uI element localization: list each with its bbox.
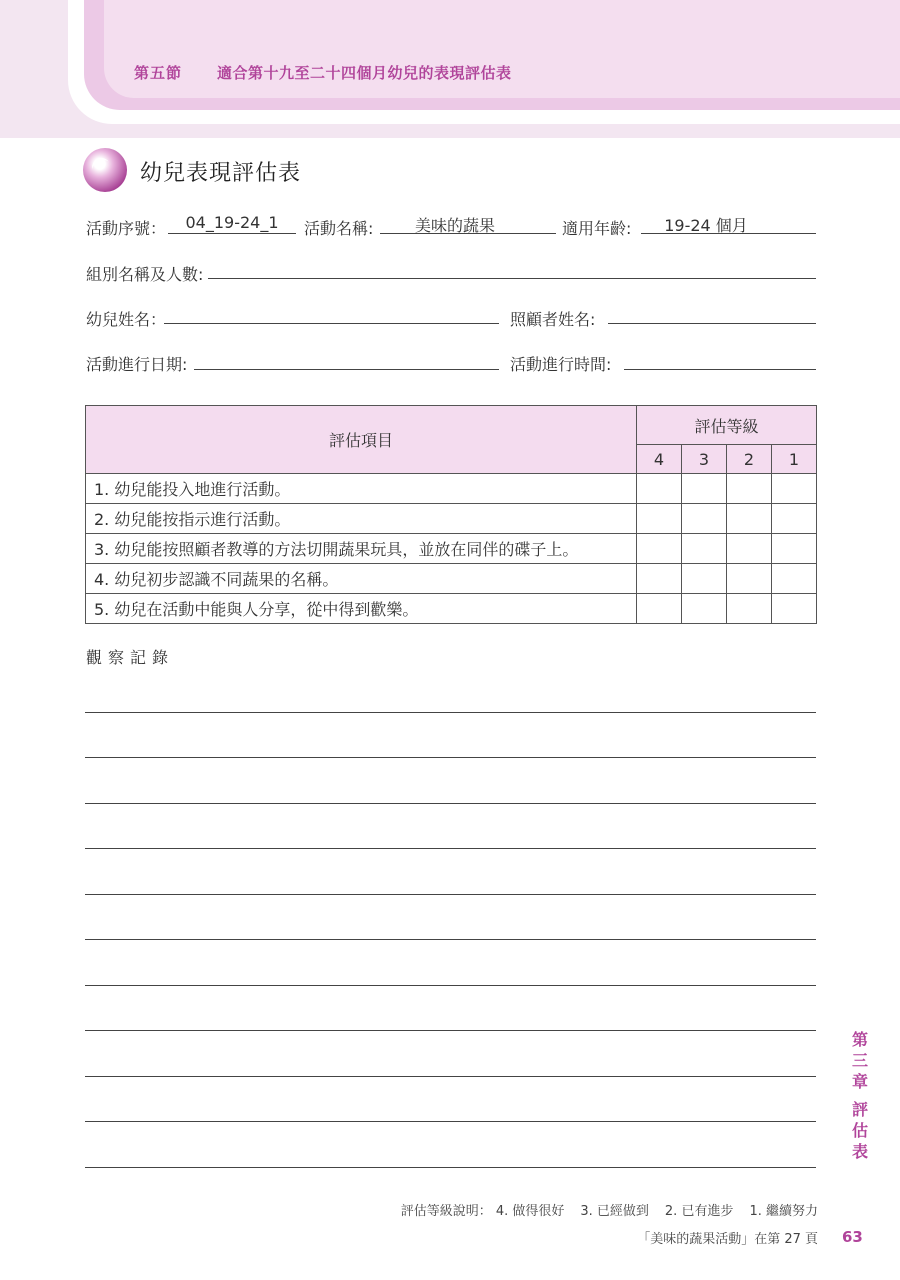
observation-line[interactable] [85,1167,816,1168]
rating-cell[interactable] [727,504,772,534]
rating-cell[interactable] [637,474,682,504]
rating-cell[interactable] [682,564,727,594]
level-3-header: 3 [682,445,727,474]
group-line[interactable] [208,278,816,279]
date-label: 活動進行日期: [86,355,188,374]
rating-cell[interactable] [637,534,682,564]
rating-cell[interactable] [772,594,817,624]
age-value: 19-24 個月 [664,216,748,235]
observation-title: 觀察記錄 [86,648,175,667]
observation-line[interactable] [85,1030,816,1031]
item-header: 評估項目 [86,406,637,474]
table-row [86,474,817,504]
evaluation-table [85,405,817,624]
page-title: 幼兒表現評估表 [140,161,302,186]
item-text: 3. 幼兒能按照顧者教導的方法切開蔬果玩具，並放在同伴的碟子上。 [86,534,637,564]
rating-cell[interactable] [682,504,727,534]
legend-label: 評估等級說明： [400,1204,492,1219]
page-reference: 「美味的蔬果活動」在第 27 頁 [637,1232,818,1247]
observation-line[interactable] [85,848,816,849]
table-row [86,504,817,534]
section-label: 第五節 [134,64,183,82]
observation-line[interactable] [85,1121,816,1122]
observation-line[interactable] [85,1076,816,1077]
rating-legend [401,1200,818,1219]
rating-cell[interactable] [772,504,817,534]
observation-line[interactable] [85,939,816,940]
observation-line[interactable] [85,712,816,713]
observation-line[interactable] [85,803,816,804]
observation-line[interactable] [85,985,816,986]
caregiver-line[interactable] [608,323,816,324]
rating-cell[interactable] [682,534,727,564]
side-tab-chapter: 第三章 [851,1030,868,1091]
time-line[interactable] [624,369,816,370]
rating-cell[interactable] [637,564,682,594]
table-row [86,594,817,624]
observation-line[interactable] [85,894,816,895]
activity-name-value: 美味的蔬果 [414,216,495,235]
rating-cell[interactable] [772,564,817,594]
caregiver-label: 照顧者姓名: [510,310,596,329]
table-row [86,564,817,594]
rating-cell[interactable] [682,474,727,504]
rating-cell[interactable] [772,534,817,564]
bullet-orb-icon [83,148,127,192]
header-band-inner [104,0,900,98]
item-text: 2. 幼兒能按指示進行活動。 [86,504,637,534]
level-2-header: 2 [727,445,772,474]
rating-cell[interactable] [727,564,772,594]
legend-item: 4. 做得很好 [495,1204,565,1219]
item-text: 5. 幼兒在活動中能與人分享，從中得到歡樂。 [86,594,637,624]
item-text: 1. 幼兒能投入地進行活動。 [86,474,637,504]
observation-line[interactable] [85,757,816,758]
side-tab-section: 評估表 [851,1100,868,1161]
group-label: 組別名稱及人數: [86,265,204,284]
legend-item: 3. 已經做到 [580,1204,649,1219]
date-line[interactable] [194,369,499,370]
page-number: 63 [842,1228,863,1246]
time-label: 活動進行時間: [510,355,612,374]
activity-no-value: 04_19-24_1 [185,213,279,232]
rating-cell[interactable] [727,594,772,624]
activity-no-line[interactable] [168,233,296,234]
table-row [86,534,817,564]
section-title: 適合第十九至二十四個月幼兒的表現評估表 [217,64,512,82]
activity-no-label: 活動序號： [86,219,167,238]
rating-cell[interactable] [682,594,727,624]
activity-name-label: 活動名稱: [304,219,374,238]
rating-cell[interactable] [727,534,772,564]
age-label: 適用年齡: [562,219,632,238]
rating-cell[interactable] [727,474,772,504]
item-text: 4. 幼兒初步認識不同蔬果的名稱。 [86,564,637,594]
rating-cell[interactable] [637,504,682,534]
child-name-label: 幼兒姓名： [86,310,167,329]
child-name-line[interactable] [164,323,499,324]
rating-cell[interactable] [637,594,682,624]
level-4-header: 4 [637,445,682,474]
legend-item: 2. 已有進步 [664,1204,734,1219]
level-header: 評估等級 [637,406,817,445]
level-1-header: 1 [772,445,817,474]
rating-cell[interactable] [772,474,817,504]
legend-item: 1. 繼續努力 [749,1204,818,1219]
